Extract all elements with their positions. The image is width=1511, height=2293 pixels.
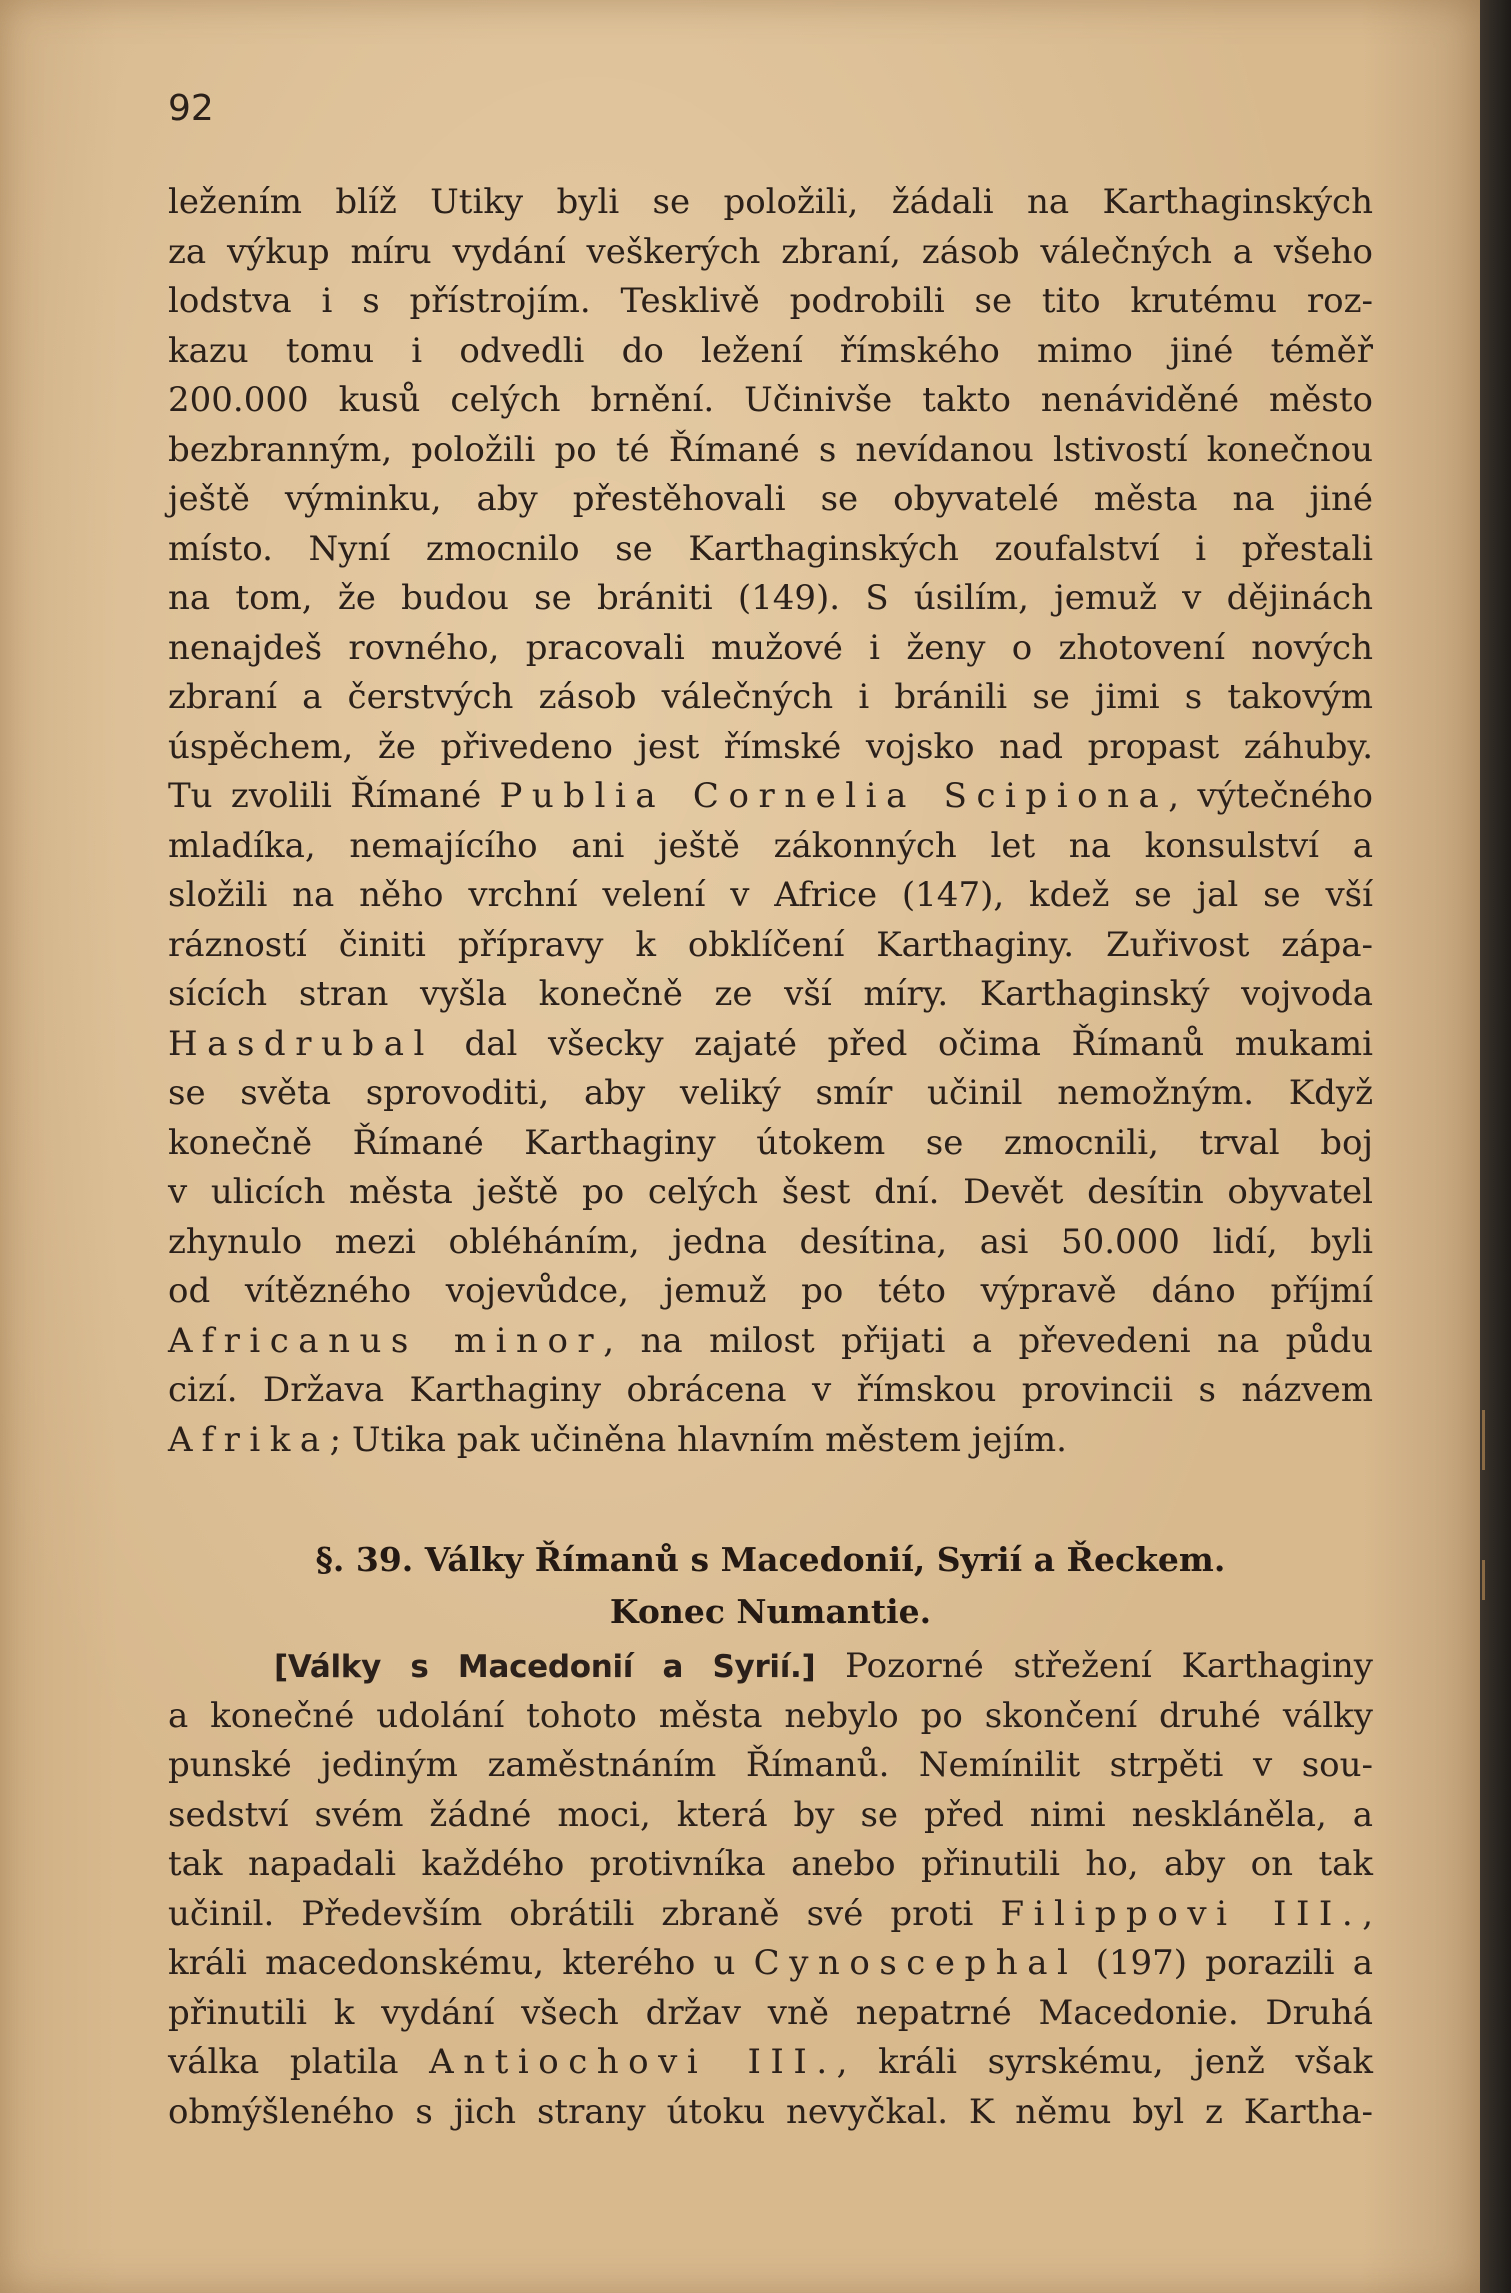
paragraph-macedonia [168, 1642, 1373, 2137]
text-fragment: , [1362, 1893, 1374, 1934]
spaced-name-filippos: Filippovi III. [1000, 1893, 1363, 1934]
text-line: tak napadali každého protivníka anebo přinutili ho, aby on tak [168, 1844, 1373, 1884]
text-line [168, 1939, 1373, 1989]
text-line: a konečné udolání tohoto města nebylo po skončení druhé války [168, 1695, 1373, 1736]
text-line: rázností činiti přípravy k obklíčení Karthaginy. Zuřivost zápa- [168, 924, 1373, 965]
text-line: obmýšleného s jich strany útoku nevyčkal. K němu byl z Kartha- [168, 2091, 1373, 2132]
text-line: od vítězného vojevůdce, jemuž po této výpravě dáno příjmí [168, 1271, 1373, 1311]
text-fragment: , králi syrskému, jenž však [836, 2042, 1373, 2082]
text-fragment: králi macedonskému, kterého u [168, 1943, 736, 1983]
text-line: úspěchem, že přivedeno jest římské vojsko nad propast záhuby. [168, 726, 1373, 767]
text-line: za výkup míru vydání veškerých zbraní, zásob válečných a všeho [168, 231, 1373, 272]
text-fragment: (197) porazili a [1077, 1943, 1373, 1983]
text-line [168, 1020, 1373, 1070]
side-heading: [Války s Macedonií a Syrií.] [274, 1649, 816, 1685]
text-line: složili na něho vrchní velení v Africe (147), kdež se jal se vší [168, 875, 1373, 915]
text-line: sedství svém žádné moci, která by se před nimi neskláněla, a [168, 1794, 1373, 1835]
text-line: sících stran vyšla konečně ze vší míry. Karthaginský vojvoda [168, 974, 1373, 1014]
section-heading-line1: §. 39. Války Římanů s Macedonií, Syrií a Řeckem. [315, 1540, 1226, 1579]
text-fragment: Pozorné střežení Karthaginy [815, 1646, 1373, 1686]
section-heading-line2: Konec Numantie. [609, 1592, 932, 1631]
text-line [168, 1416, 1373, 1466]
text-fragment: , výtečného [1168, 776, 1373, 816]
spaced-name-hasdrubal: Hasdrubal [168, 1023, 434, 1064]
text-fragment: ; Utika pak učiněna hlavním městem jejím. [329, 1419, 1067, 1460]
text-line: bezbranným, položili po té Římané s nevídanou lstivostí konečnou [168, 429, 1373, 470]
text-line: lodstva i s přístrojím. Tesklivě podrobili se tito krutému roz- [168, 281, 1373, 321]
text-line [168, 2038, 1373, 2088]
spaced-name-afrika: Afrika [168, 1419, 330, 1460]
text-line: ležením blíž Utiky byli se položili, žádali na Karthaginských [168, 182, 1373, 222]
text-line [168, 1642, 1373, 1692]
text-line [168, 1890, 1373, 1940]
text-line: kazu tomu i odvedli do ležení římského mimo jiné téměř [168, 330, 1373, 371]
text-line: v ulicích města ještě po celých šest dní. Devět desítin obyvatel [168, 1172, 1373, 1212]
text-line: cizí. Država Karthaginy obrácena v římskou provincii s názvem [168, 1370, 1373, 1410]
text-line: místo. Nyní zmocnilo se Karthaginských zoufalství i přestali [168, 528, 1373, 569]
edge-mark [1482, 1410, 1485, 1470]
spaced-name-africanus: Africanus minor [168, 1320, 604, 1361]
text-line [168, 772, 1373, 822]
page-number: 92 [168, 88, 214, 129]
text-line: punské jediným zaměstnáním Římanů. Nemínilit strpěti v sou- [168, 1745, 1373, 1785]
text-fragment: dal všecky zajaté před očima Římanů mukami [433, 1023, 1373, 1064]
paragraph-carthage [168, 178, 1373, 1465]
spaced-name-antiochos: Antiochovi III. [429, 2042, 837, 2082]
text-line: mladíka, nemajícího ani ještě zákonných let na konsulství a [168, 825, 1373, 866]
text-line: konečně Římané Karthaginy útokem se zmocnili, trval boj [168, 1122, 1373, 1163]
text-fragment: , na milost přijati a převedeni na půdu [603, 1320, 1373, 1361]
text-line: ještě výminku, aby přestěhovali se obyvatelé města na jiné [168, 479, 1373, 519]
text-line: přinutili k vydání všech držav vně nepatrné Macedonie. Druhá [168, 1992, 1373, 2033]
text-line: 200.000 kusů celých brnění. Učinivše takto nenáviděné město [168, 380, 1373, 420]
text-fragment: válka platila [168, 2042, 399, 2082]
text-line: nenajdeš rovného, pracovali mužové i ženy o zhotovení nových [168, 627, 1373, 668]
section-heading [168, 1534, 1373, 1638]
text-fragment: Tu zvolili Římané [168, 776, 482, 816]
edge-mark [1482, 1560, 1485, 1600]
text-line: se světa sprovoditi, aby veliký smír učinil nemožným. Když [168, 1073, 1373, 1113]
text-line [168, 1317, 1373, 1367]
text-line: na tom, že budou se brániti (149). S úsilím, jemuž v dějinách [168, 578, 1373, 618]
text-line: zhynulo mezi obléháním, jedna desítina, asi 50.000 lidí, byli [168, 1221, 1373, 1262]
spaced-name-scipio: Publia Cornelia Scipiona [499, 776, 1169, 816]
text-fragment: učinil. Především obrátili zbraně své proti [168, 1893, 974, 1934]
book-edge [1480, 0, 1511, 2293]
text-line: zbraní a čerstvých zásob válečných i bránili se jimi s takovým [168, 677, 1373, 717]
spaced-name-cynoscephal: Cynoscephal [753, 1943, 1078, 1983]
